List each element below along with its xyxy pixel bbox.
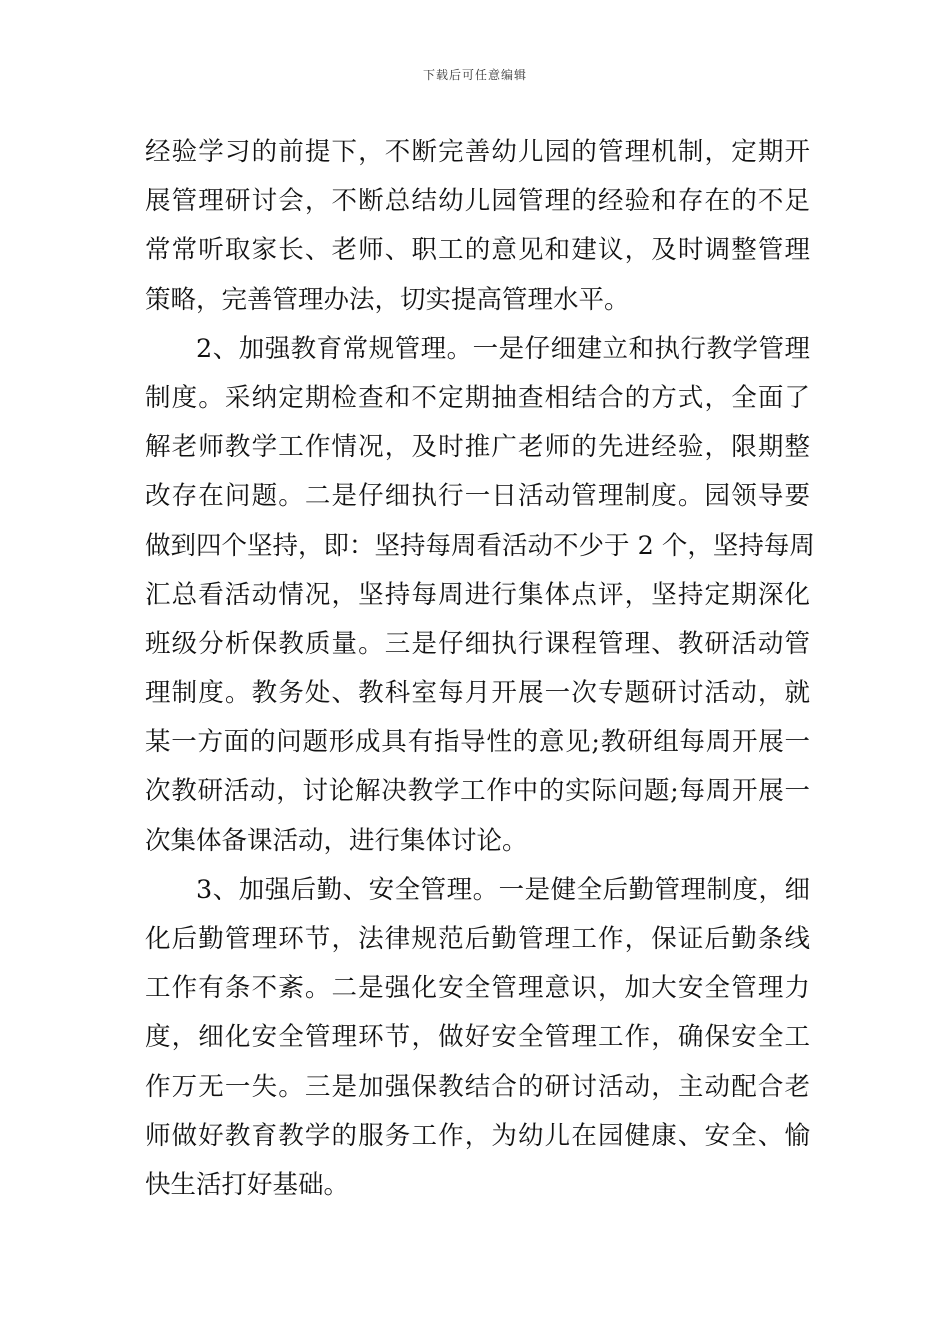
paragraph-2-line: 2、加强教育常规管理。一是仔细建立和执行教学管理	[196, 333, 810, 364]
paragraph-1-line: 常常听取家长、老师、职工的意见和建议，及时调整管理	[145, 235, 810, 266]
document-body	[145, 128, 815, 1210]
page-header: 下载后可任意编辑	[422, 68, 527, 82]
paragraph-3-line: 度，细化安全管理环节，做好安全管理工作，确保安全工	[145, 1022, 810, 1053]
paragraph-1-line: 经验学习的前提下，不断完善幼儿园的管理机制，定期开	[145, 137, 810, 167]
paragraph-2-line: 某一方面的问题形成具有指导性的意见;教研组每周开展一	[145, 727, 810, 758]
paragraph-2-line: 做到四个坚持，即：坚持每周看活动不少于 2 个，坚持每周	[145, 530, 815, 561]
paragraph-3-line: 师做好教育教学的服务工作，为幼儿在园健康、安全、愉	[145, 1120, 810, 1151]
paragraph-2-line: 次教研活动，讨论解决教学工作中的实际问题;每周开展一	[145, 776, 810, 807]
paragraph-2-line: 理制度。教务处、教科室每月开展一次专题研讨活动，就	[145, 678, 810, 709]
paragraph-3-line: 工作有条不紊。二是强化安全管理意识，加大安全管理力	[145, 973, 810, 1004]
paragraph-2-line: 改存在问题。二是仔细执行一日活动管理制度。园领导要	[145, 481, 810, 512]
paragraph-2-line: 解老师教学工作情况，及时推广老师的先进经验，限期整	[145, 432, 810, 463]
paragraph-3-line: 化后勤管理环节，法律规范后勤管理工作，保证后勤条线	[145, 924, 810, 954]
paragraph-2-line: 班级分析保教质量。三是仔细执行课程管理、教研活动管	[145, 628, 810, 659]
paragraph-1-line: 策略，完善管理办法，切实提高管理水平。	[145, 284, 630, 315]
paragraph-2-line: 汇总看活动情况，坚持每周进行集体点评，坚持定期深化	[145, 579, 810, 610]
paragraph-2-line: 制度。采纳定期检查和不定期抽查相结合的方式，全面了	[145, 382, 810, 413]
paragraph-3-line: 快生活打好基础。	[145, 1169, 350, 1200]
paragraph-1-line: 展管理研讨会，不断总结幼儿园管理的经验和存在的不足	[145, 186, 810, 217]
paragraph-2-line: 次集体备课活动，进行集体讨论。	[145, 825, 528, 856]
paragraph-3-line: 作万无一失。三是加强保教结合的研讨活动，主动配合老	[145, 1071, 810, 1102]
paragraph-3-line: 3、加强后勤、安全管理。一是健全后勤管理制度，细	[196, 874, 810, 905]
